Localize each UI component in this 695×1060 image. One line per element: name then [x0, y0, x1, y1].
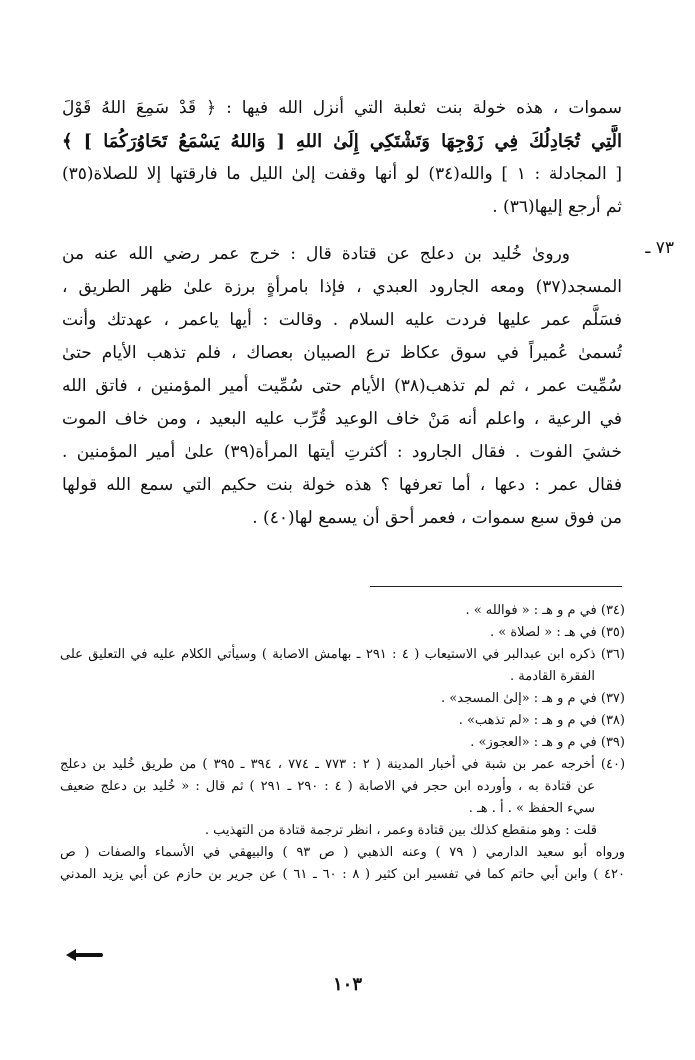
- text-line: تُسمىٰ عُميراً في سوق عكاظ ترع الصبيان بعصاك ، فلم تذهب الأيام حتىٰ: [62, 343, 622, 363]
- footnote: (٣٥) في هـ : « لصلاة » .: [490, 625, 625, 640]
- text-line: المسجد(٣٧) ومعه الجارود العبدي ، فإذا بامرأةٍ برزة علىٰ ظهر الطريق ،: [62, 277, 622, 297]
- footnote: (٣٤) في م و هـ : « فوالله » .: [465, 603, 625, 618]
- quran-verse-line: الَّتِي تُجَادِلُكَ فِي زَوْجِهَا وَتَشْتَكِي إِلَىٰ اللهِ [ وَاللهُ يَسْمَعُ تَحَاوُرَكُمَا ] ﴾: [62, 131, 622, 152]
- main-text: [62, 92, 674, 535]
- text-line: في الرعية ، واعلم أنه مَنْ خاف الوعيد قُرِّب عليه البعيد ، ومن خاف الموت: [62, 409, 622, 429]
- paragraph-number: ٧٣ ـ: [645, 238, 674, 258]
- text-line: سُمِّيت عمر ، ثم لم تذهب(٣٨) الأيام حتى سُمِّيت أمير المؤمنين ، فاتق الله: [62, 376, 622, 396]
- text-line: ثم أرجع إليها(٣٦) .: [492, 197, 622, 217]
- text-line: فقال عمر : دعها ، أما تعرفها ؟ هذه خولة بنت حكيم التي سمع الله قولها: [62, 475, 622, 495]
- footnote-divider: [370, 586, 622, 587]
- footnote: (٣٩) في م و هـ : «العجوز» .: [470, 735, 625, 750]
- footnotes: [60, 600, 625, 886]
- footnote: (٤٠) أخرجه عمر بن شبة في أخبار المدينة ( ٢ : ٧٧٣ ـ ٧٧٤ ، ٣٩٤ ـ ٣٩٥ ) من طريق خُليد بن دعلج: [60, 757, 625, 772]
- footnote: (٣٧) في م و هـ : «إلىٰ المسجد» .: [441, 691, 625, 706]
- text-line: سموات ، هذه خولة بنت ثعلبة التي أنزل الله فيها : ﴿ قَدْ سَمِعَ اللهُ قَوْلَ: [62, 98, 622, 118]
- text-line: فسَلَّم عمر عليها فردت عليه السلام . وقالت : أيها ياعمر ، عهدتك وأنت: [62, 310, 622, 330]
- text-line: من فوق سبع سموات ، فعمر أحق أن يسمع لها(٤٠) .: [252, 508, 622, 528]
- text-line: [ المجادلة : ١ ] والله(٣٤) لو أنها وقفت إلىٰ الليل ما فارقتها إلا للصلاة(٣٥): [62, 164, 622, 184]
- footnote-continuation: سيء الحفظ » . أ . هـ .: [468, 801, 595, 816]
- text-line: خشيَ الفوت . فقال الجارود : أكثرتِ أيتها المرأة(٣٩) علىٰ أمير المؤمنين .: [62, 442, 622, 462]
- page-number: ١٠٣: [332, 974, 362, 995]
- footnote-continuation: عن قتادة به ، وأورده ابن حجر في الاصابة ( ٤ : ٢٩٠ ـ ٢٩١ ) ثم قال : « خُليد بن دعلج ضعيف: [60, 779, 595, 794]
- footnote: ورواه أبو سعيد الدارمي ( ٧٩ ) وعنه الذهبي ( ص ٩٣ ) والبيهقي في الأسماء والصفات ( ص: [60, 845, 625, 860]
- footnote: قلت : وهو منقطع كذلك بين قتادة وعمر ، انظر ترجمة قتادة من التهذيب .: [204, 823, 597, 838]
- paragraph-73: [62, 238, 674, 271]
- arrow-left-icon: [64, 948, 104, 962]
- footnote-continuation: ٤٢٠ ) وابن أبي حاتم كما في تفسير ابن كثير ( ٨ : ٦٠ ـ ٦١ ) عن جرير بن حازم عن أبي يزيد المدني: [60, 867, 625, 882]
- footnote: (٣٦) ذكره ابن عبدالبر في الاستيعاب ( ٤ : ٢٩١ ـ بهامش الاصابة ) وسيأتي الكلام عليه في التعليق على: [60, 647, 625, 662]
- footnote-continuation: الفقرة القادمة .: [510, 669, 595, 684]
- text-line: وروىٰ خُليد بن دعلج عن قتادة قال : خرج عمر رضي الله عنه من: [62, 244, 570, 264]
- footnote: (٣٨) في م و هـ : «لم تذهب» .: [458, 713, 625, 728]
